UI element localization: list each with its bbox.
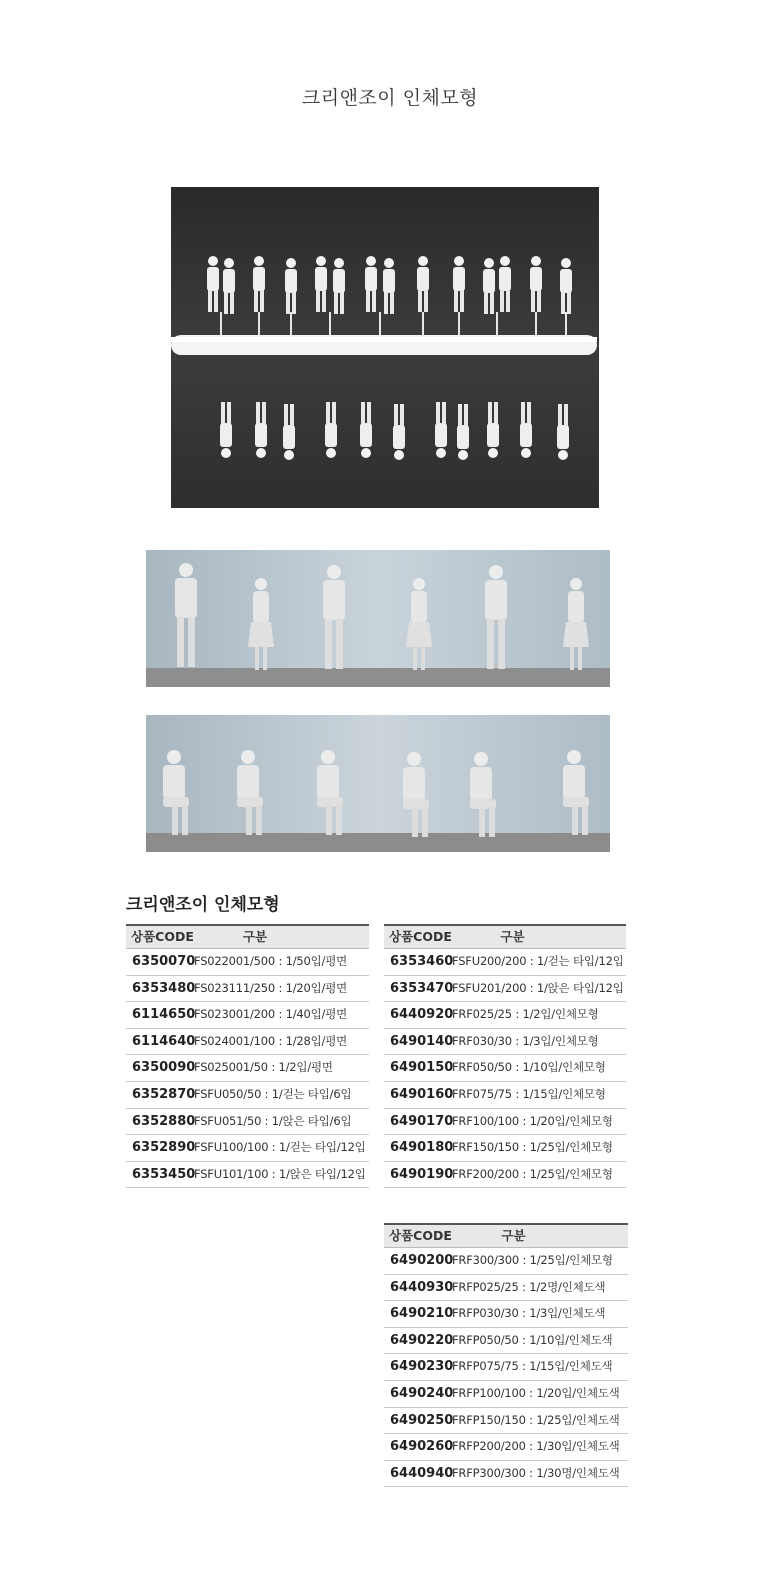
product-code: 6490260 — [390, 1439, 454, 1455]
table-row — [384, 1301, 628, 1328]
product-table-1 — [126, 924, 369, 1188]
table-header — [384, 1223, 628, 1248]
product-code: 6353480 — [132, 980, 196, 996]
table-row — [384, 1055, 626, 1082]
product-description: FRFP100/100 : 1/20입/인체도색 — [452, 1385, 620, 1400]
table-row — [126, 1002, 369, 1029]
product-code: 6490140 — [390, 1033, 454, 1049]
product-description: FRFP075/75 : 1/15입/인체도색 — [452, 1359, 613, 1374]
product-description: FRF150/150 : 1/25입/인체모형 — [452, 1140, 613, 1155]
product-description: FS023111/250 : 1/20입/평면 — [194, 980, 348, 995]
product-code: 6490240 — [390, 1385, 454, 1401]
product-photo-standing-figures — [146, 550, 610, 687]
product-description: FSFU100/100 : 1/걷는 타입/12입 — [194, 1140, 366, 1155]
product-code: 6490190 — [390, 1166, 454, 1182]
table-row — [384, 949, 626, 976]
page-title: 크리앤조이 인체모형 — [301, 87, 479, 109]
product-description: FS025001/50 : 1/2입/평면 — [194, 1060, 333, 1075]
product-code: 6490170 — [390, 1113, 454, 1129]
product-code: 6353470 — [390, 980, 454, 996]
product-code: 6490200 — [390, 1253, 454, 1268]
product-description: FRF100/100 : 1/20입/인체모형 — [452, 1113, 613, 1128]
table-header — [384, 924, 626, 949]
table-row — [384, 1434, 628, 1461]
table-row — [384, 1002, 626, 1029]
product-code: 6440920 — [390, 1007, 454, 1023]
table-row — [384, 1275, 628, 1302]
product-code: 6350090 — [132, 1060, 196, 1076]
header-type: 구분 — [500, 929, 525, 944]
product-code: 6352880 — [132, 1113, 196, 1129]
product-code: 6490160 — [390, 1086, 454, 1102]
header-code: 상품CODE — [389, 929, 452, 944]
table-row — [126, 1162, 369, 1189]
table-row — [126, 1029, 369, 1056]
product-table-3 — [384, 1223, 628, 1487]
table-row — [126, 1135, 369, 1162]
table-row — [384, 1082, 626, 1109]
header-type: 구분 — [242, 929, 268, 944]
product-code: 6352870 — [132, 1086, 196, 1102]
product-code: 6490230 — [390, 1359, 454, 1375]
product-description: FSFU051/50 : 1/앉은 타입/6입 — [194, 1113, 352, 1128]
section-title: 크리앤조이 인체모형 — [126, 895, 280, 915]
product-description: FRFP030/30 : 1/3입/인체도색 — [452, 1306, 606, 1321]
product-description: FRF025/25 : 1/2입/인체모형 — [452, 1007, 599, 1022]
product-code: 6440940 — [390, 1465, 454, 1481]
product-code: 6352890 — [132, 1140, 196, 1156]
product-code: 6353460 — [390, 954, 454, 969]
product-description: FSFU200/200 : 1/걷는 타입/12입 — [452, 954, 624, 968]
product-code: 6490180 — [390, 1140, 454, 1156]
table-header — [126, 924, 369, 949]
product-description: FS024001/100 : 1/28입/평면 — [194, 1033, 348, 1048]
table-row — [384, 1461, 628, 1488]
product-description: FRFP025/25 : 1/2명/인체도색 — [452, 1279, 606, 1294]
product-description: FS022001/500 : 1/50입/평면 — [194, 954, 348, 968]
table-row — [126, 949, 369, 976]
product-description: FRF030/30 : 1/3입/인체모형 — [452, 1033, 599, 1048]
table-row — [384, 1029, 626, 1056]
table-row — [384, 976, 626, 1003]
product-code: 6114650 — [132, 1007, 196, 1023]
product-code: 6490220 — [390, 1332, 454, 1348]
product-description: FSFU201/200 : 1/앉은 타입/12입 — [452, 980, 624, 995]
table-row — [126, 1109, 369, 1136]
table-row — [384, 1248, 628, 1275]
product-description: FRFP300/300 : 1/30명/인체도색 — [452, 1465, 620, 1480]
product-description: FRFP200/200 : 1/30입/인체도색 — [452, 1439, 620, 1454]
header-type: 구분 — [501, 1228, 526, 1243]
product-description: FRFP050/50 : 1/10입/인체도색 — [452, 1332, 613, 1347]
table-row — [384, 1354, 628, 1381]
header-code: 상품CODE — [131, 929, 194, 944]
product-code: 6490250 — [390, 1412, 454, 1428]
product-code: 6353450 — [132, 1166, 196, 1182]
product-description: FRFP150/150 : 1/25입/인체도색 — [452, 1412, 620, 1427]
product-description: FRF075/75 : 1/15입/인체모형 — [452, 1086, 606, 1101]
product-code: 6114640 — [132, 1033, 196, 1049]
table-row — [384, 1328, 628, 1355]
table-row — [126, 976, 369, 1003]
product-table-2 — [384, 924, 626, 1188]
table-row — [384, 1109, 626, 1136]
product-description: FSFU050/50 : 1/걷는 타입/6입 — [194, 1086, 352, 1101]
header-code: 상품CODE — [389, 1228, 452, 1243]
table-row — [384, 1381, 628, 1408]
product-description: FSFU101/100 : 1/앉은 타입/12입 — [194, 1166, 366, 1181]
product-description: FRF300/300 : 1/25입/인체모형 — [452, 1253, 613, 1267]
product-photo-sprue — [171, 187, 599, 508]
table-row — [384, 1408, 628, 1435]
table-row — [384, 1135, 626, 1162]
product-code: 6440930 — [390, 1279, 454, 1295]
product-photo-sitting-figures — [146, 715, 610, 852]
table-row — [126, 1082, 369, 1109]
product-code: 6490210 — [390, 1306, 454, 1322]
product-description: FRF200/200 : 1/25입/인체모형 — [452, 1166, 613, 1181]
table-row — [384, 1162, 626, 1189]
table-row — [126, 1055, 369, 1082]
product-code: 6350070 — [132, 954, 196, 969]
product-description: FRF050/50 : 1/10입/인체모형 — [452, 1060, 606, 1075]
product-code: 6490150 — [390, 1060, 454, 1076]
product-description: FS023001/200 : 1/40입/평면 — [194, 1007, 348, 1022]
